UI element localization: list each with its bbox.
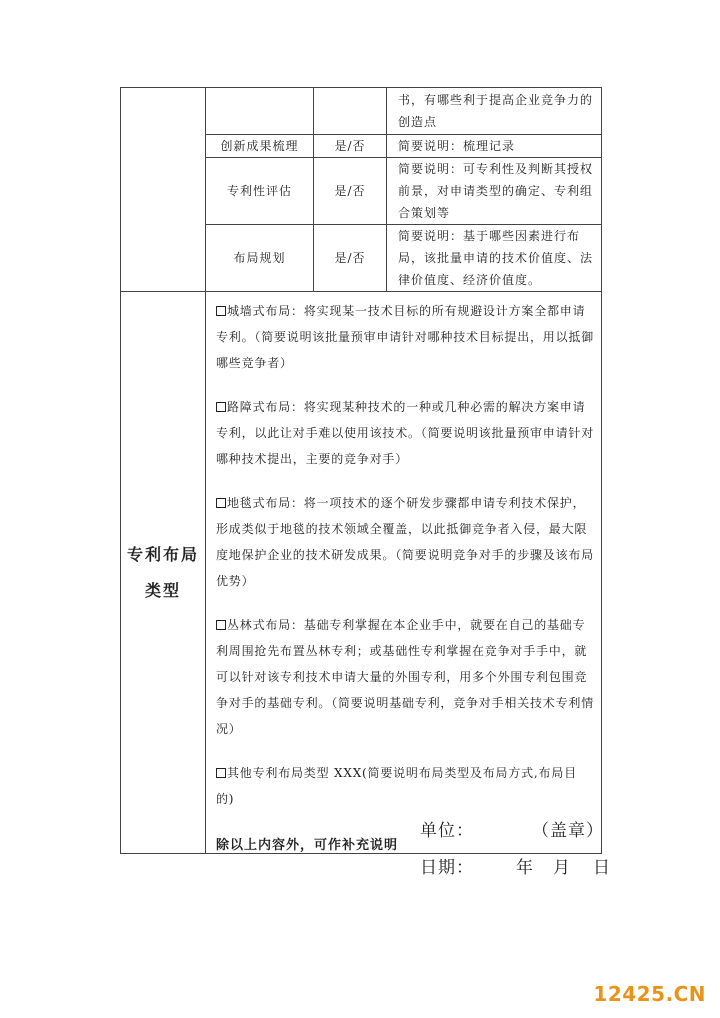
supplement-note: 除以上内容外，可作补充说明: [216, 838, 399, 853]
layout-option-text: 丛林式布局：基础专利掌握在本企业手中，就要在自己的基础专利周围抢先布置丛林专利；或基础性专利掌握在竞争对手手中，就可以针对该专利技术申请大量的外围专利，用多个外围专利包围竞争对手的基础专利。（简要说明基础专利，竞争对手相关技术专利情况）: [216, 618, 595, 736]
patent-form-table: [120, 87, 602, 854]
layout-option: [216, 394, 595, 472]
layout-option: [216, 490, 595, 594]
checkbox[interactable]: [216, 620, 226, 630]
seal-label: （盖章）: [532, 821, 604, 841]
checkbox[interactable]: [216, 402, 226, 412]
year-label: 年: [516, 858, 534, 878]
option-cell-empty: [314, 88, 387, 135]
layout-option-text: 其他专利布局类型 XXX(简要说明布局类型及布局方式,布局目的): [216, 766, 577, 806]
table-row: [121, 292, 602, 854]
layout-option-text: 路障式布局：将实现某种技术的一种或几种必需的解决方案申请专利，以此让对手难以使用该技术。（简要说明该批量预审申请针对哪种技术提出，主要的竞争对手）: [216, 400, 595, 466]
item-cell-empty: [206, 88, 314, 135]
description-cell: 简要说明：基于哪些因素进行布局，该批量申请的技术价值度、法律价值度、经济价值度。: [387, 225, 602, 292]
layout-type-label-line2: 类型: [144, 580, 181, 600]
option-cell: 是/否: [314, 158, 387, 225]
description-cell: 简要说明：可专利性及判断其授权前景，对申请类型的确定、专利组合策划等: [387, 158, 602, 225]
site-watermark: 12425.CN: [593, 982, 706, 1006]
layout-type-label: [121, 292, 206, 854]
layout-options-cell: [206, 292, 602, 854]
checkbox[interactable]: [216, 306, 226, 316]
layout-option: [216, 612, 595, 742]
month-label: 月: [553, 858, 571, 878]
option-cell: 是/否: [314, 225, 387, 292]
left-empty-cell: [121, 88, 206, 292]
unit-label: 单位：: [420, 821, 474, 841]
layout-option-text: 城墙式布局：将实现某一技术目标的所有规避设计方案全都申请专利。（简要说明该批量预审申请针对哪种技术目标提出，用以抵御哪些竞争者）: [216, 304, 595, 370]
checkbox[interactable]: [216, 498, 226, 508]
checkbox[interactable]: [216, 768, 226, 778]
date-label: 日期：: [420, 858, 474, 878]
layout-option-text: 地毯式布局：将一项技术的逐个研发步骤都申请专利技术保护，形成类似于地毯的技术领域全覆盖，以此抵御竞争者入侵，最大限度地保护企业的技术研发成果。（简要说明竞争对手的步骤及该布局优势）: [216, 496, 595, 588]
item-cell: 创新成果梳理: [206, 135, 314, 158]
description-cell: 书，有哪些利于提高企业竞争力的创造点: [387, 88, 602, 135]
day-label: 日: [593, 858, 611, 878]
item-cell: 布局规划: [206, 225, 314, 292]
item-cell: 专利性评估: [206, 158, 314, 225]
description-cell: 简要说明：梳理记录: [387, 135, 602, 158]
layout-type-label-line1: 专利布局: [126, 544, 199, 564]
table-row: [121, 88, 602, 135]
layout-option: [216, 760, 595, 812]
layout-option: [216, 298, 595, 376]
option-cell: 是/否: [314, 135, 387, 158]
